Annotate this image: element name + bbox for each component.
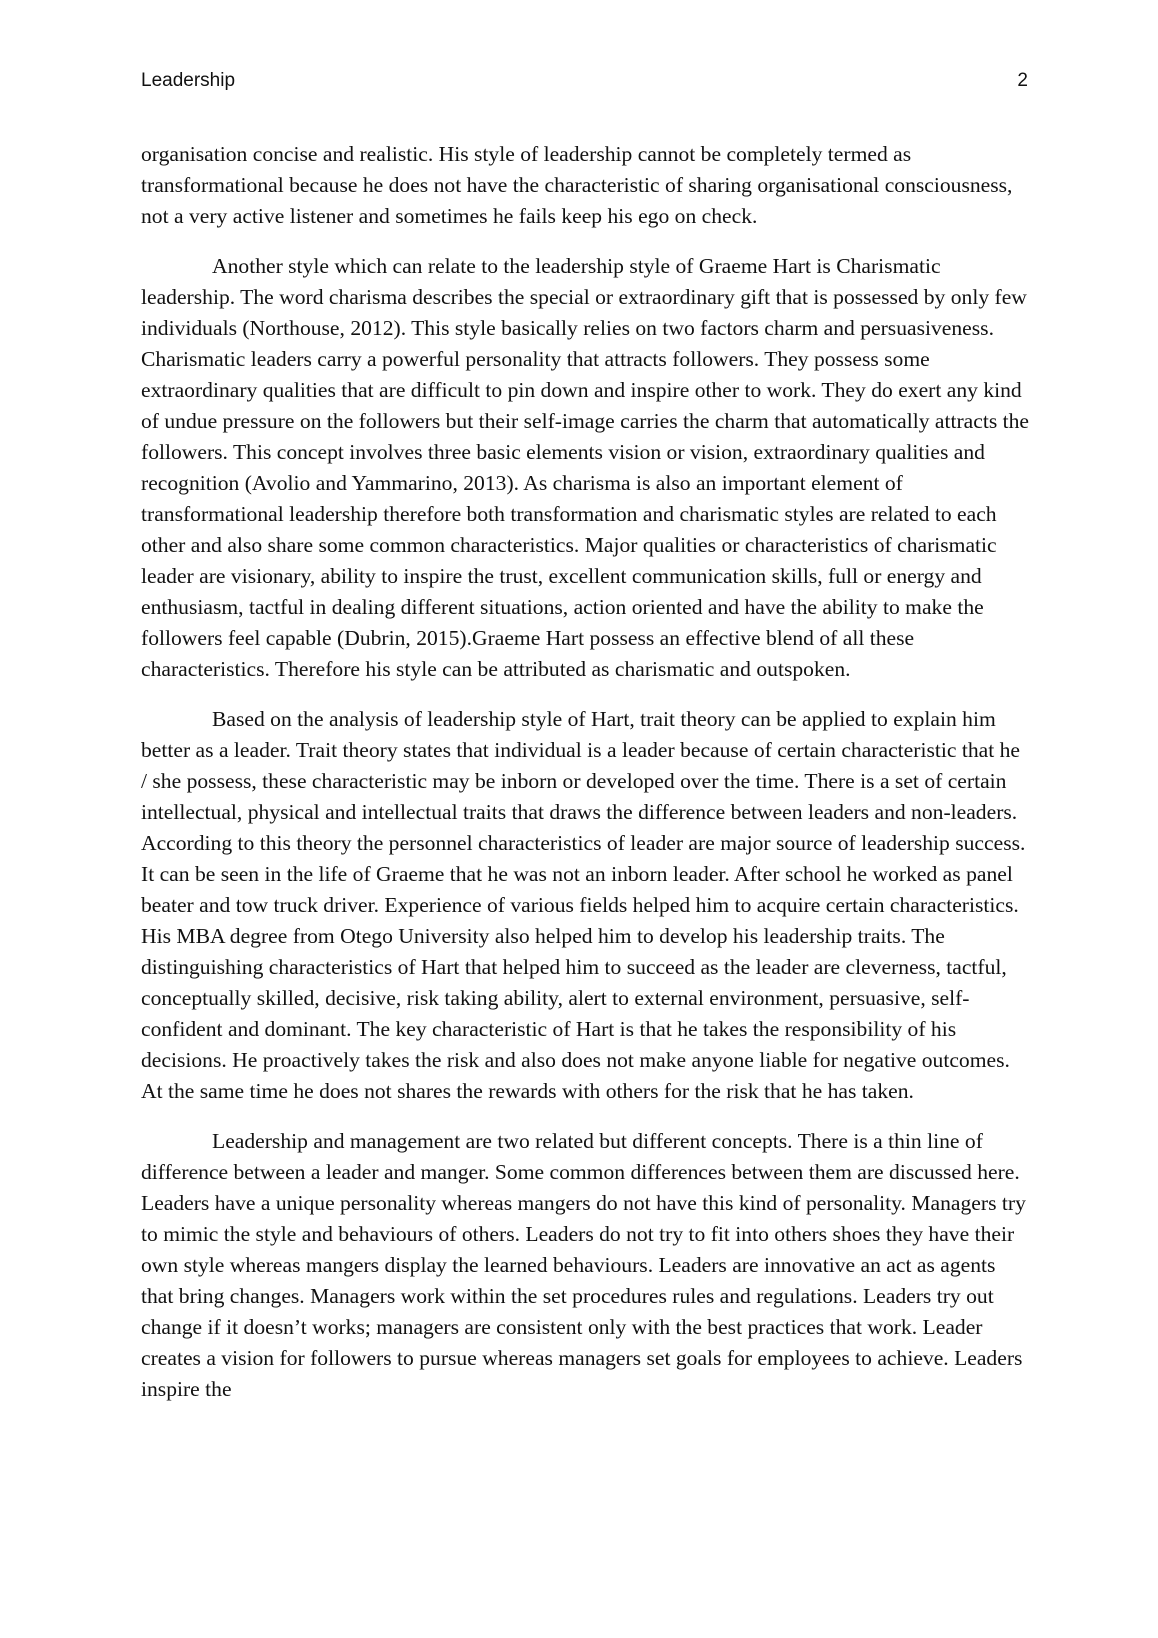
paragraph-continuation: organisation concise and realistic. His style of leadership cannot be completely termed as transformational because he does not have the characteristic of sharing organisational consciousness, not a very active listener and sometimes he fails keep his ego on check. (141, 142, 1013, 228)
document-body (141, 139, 1031, 1424)
page-header (141, 70, 1028, 96)
paragraph-leadership-vs-management: Leadership and management are two related but different concepts. There is a thin line of difference between a leader and manger. Some common differences between them are discussed here. Leaders have a unique personality whereas mangers do not have this kind of personality. Managers try to mimic the style and behaviours of others. Leaders do not try to fit into others shoes they have their own style whereas mangers display the learned behaviours. Leaders are innovative an act as agents that bring changes. Managers work within the set procedures rules and regulations. Leaders try out change if it doesn’t works; managers are consistent only with the best practices that work. Leader creates a vision for followers to pursue whereas managers set goals for employees to achieve. Leaders inspire the (141, 1129, 1026, 1401)
page-number: 2 (1017, 70, 1028, 91)
paragraph-charismatic-leadership: Another style which can relate to the leadership style of Graeme Hart is Charismatic leadership. The word charisma describes the special or extraordinary gift that is possessed by only few individuals (Northouse, 2012). This style basically relies on two factors charm and persuasiveness. Charismatic leaders carry a powerful personality that attracts followers. They possess some extraordinary qualities that are difficult to pin down and inspire other to work. They do exert any kind of undue pressure on the followers but their self-image carries the charm that automatically attracts the followers. This concept involves three basic elements vision or vision, extraordinary qualities and recognition (Avolio and Yammarino, 2013). As charisma is also an important element of transformational leadership therefore both transformation and charismatic styles are related to each other and also share some common characteristics. Major qualities or characteristics of charismatic leader are visionary, ability to inspire the trust, excellent communication skills, full or energy and enthusiasm, tactful in dealing different situations, action oriented and have the ability to make the followers feel capable (Dubrin, 2015).Graeme Hart possess an effective blend of all these characteristics. Therefore his style can be attributed as charismatic and outspoken. (141, 254, 1030, 681)
running-head-title: Leadership (141, 70, 236, 91)
paragraph-trait-theory: Based on the analysis of leadership style of Hart, trait theory can be applied to explain him better as a leader. Trait theory states that individual is a leader because of certain characteristic that he / she possess, these characteristic may be inborn or developed over the time. There is a set of certain intellectual, physical and intellectual traits that draws the difference between leaders and non-leaders. According to this theory the personnel characteristics of leader are major source of leadership success. It can be seen in the life of Graeme that he was not an inborn leader. After school he worked as panel beater and tow truck driver. Experience of various fields helped him to acquire certain characteristics. His MBA degree from Otego University also helped him to develop his leadership traits. The distinguishing characteristics of Hart that helped him to succeed as the leader are cleverness, tactful, conceptually skilled, decisive, risk taking ability, alert to external environment, persuasive, self-confident and dominant. The key characteristic of Hart is that he takes the responsibility of his decisions. He proactively takes the risk and also does not make anyone liable for negative outcomes. At the same time he does not shares the rewards with others for the risk that he has taken. (141, 707, 1026, 1103)
